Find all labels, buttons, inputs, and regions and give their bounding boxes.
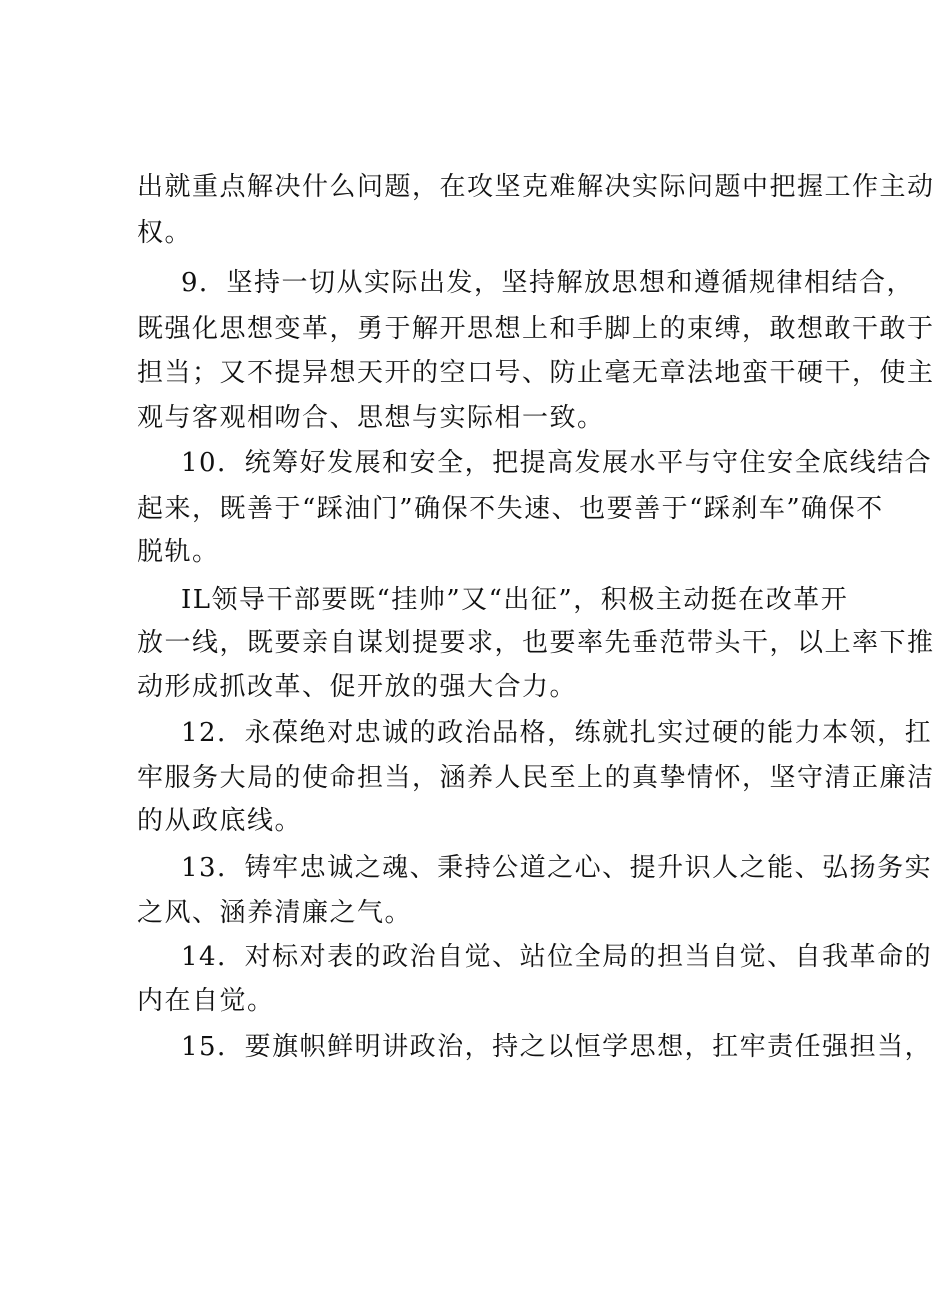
text-line: 既强化思想变革，勇于解开思想上和手脚上的束缚，敢想敢干敢于: [137, 314, 935, 344]
text-line: 权。: [137, 218, 193, 248]
paragraph-first-line: 13．铸牢忠诚之魂、秉持公道之心、提升识人之能、弘扬务实: [181, 853, 933, 883]
text-line: 动形成抓改革、促开放的强大合力。: [137, 672, 578, 702]
text-line: 的从政底线。: [137, 806, 303, 836]
text-line: 脱轨。: [137, 537, 220, 567]
text-line: 牢服务大局的使命担当，涵养人民至上的真挚情怀，坚守清正廉洁: [137, 763, 935, 793]
text-line: 起来，既善于“踩油门”确保不失速、也要善于“踩刹车”确保不: [137, 494, 884, 524]
paragraph-first-line: 14．对标对表的政治自觉、站位全局的担当自觉、自我革命的: [181, 942, 933, 972]
text-line: 出就重点解决什么问题，在攻坚克难解决实际问题中把握工作主动: [137, 172, 935, 202]
text-line: 之风、涵养清廉之气。: [137, 898, 413, 928]
text-line: 放一线，既要亲自谋划提要求，也要率先垂范带头干，以上率下推: [137, 628, 935, 658]
text-line: 担当；又不提异想天开的空口号、防止毫无章法地蛮干硬干，使主: [137, 358, 935, 388]
paragraph-first-line: 12．永葆绝对忠诚的政治品格，练就扎实过硬的能力本领，扛: [181, 718, 933, 748]
paragraph-first-line: 9．坚持一切从实际出发，坚持解放思想和遵循规律相结合，: [181, 268, 915, 298]
text-line: 内在自觉。: [137, 986, 275, 1016]
paragraph-first-line: IL领导干部要既“挂帅”又“出征”，积极主动挺在改革开: [181, 585, 849, 615]
paragraph-first-line: 10．统筹好发展和安全，把提高发展水平与守住安全底线结合: [181, 448, 933, 478]
paragraph-first-line: 15．要旗帜鲜明讲政治，持之以恒学思想，扛牢责任强担当，: [181, 1032, 933, 1062]
text-line: 观与客观相吻合、思想与实际相一致。: [137, 403, 605, 433]
